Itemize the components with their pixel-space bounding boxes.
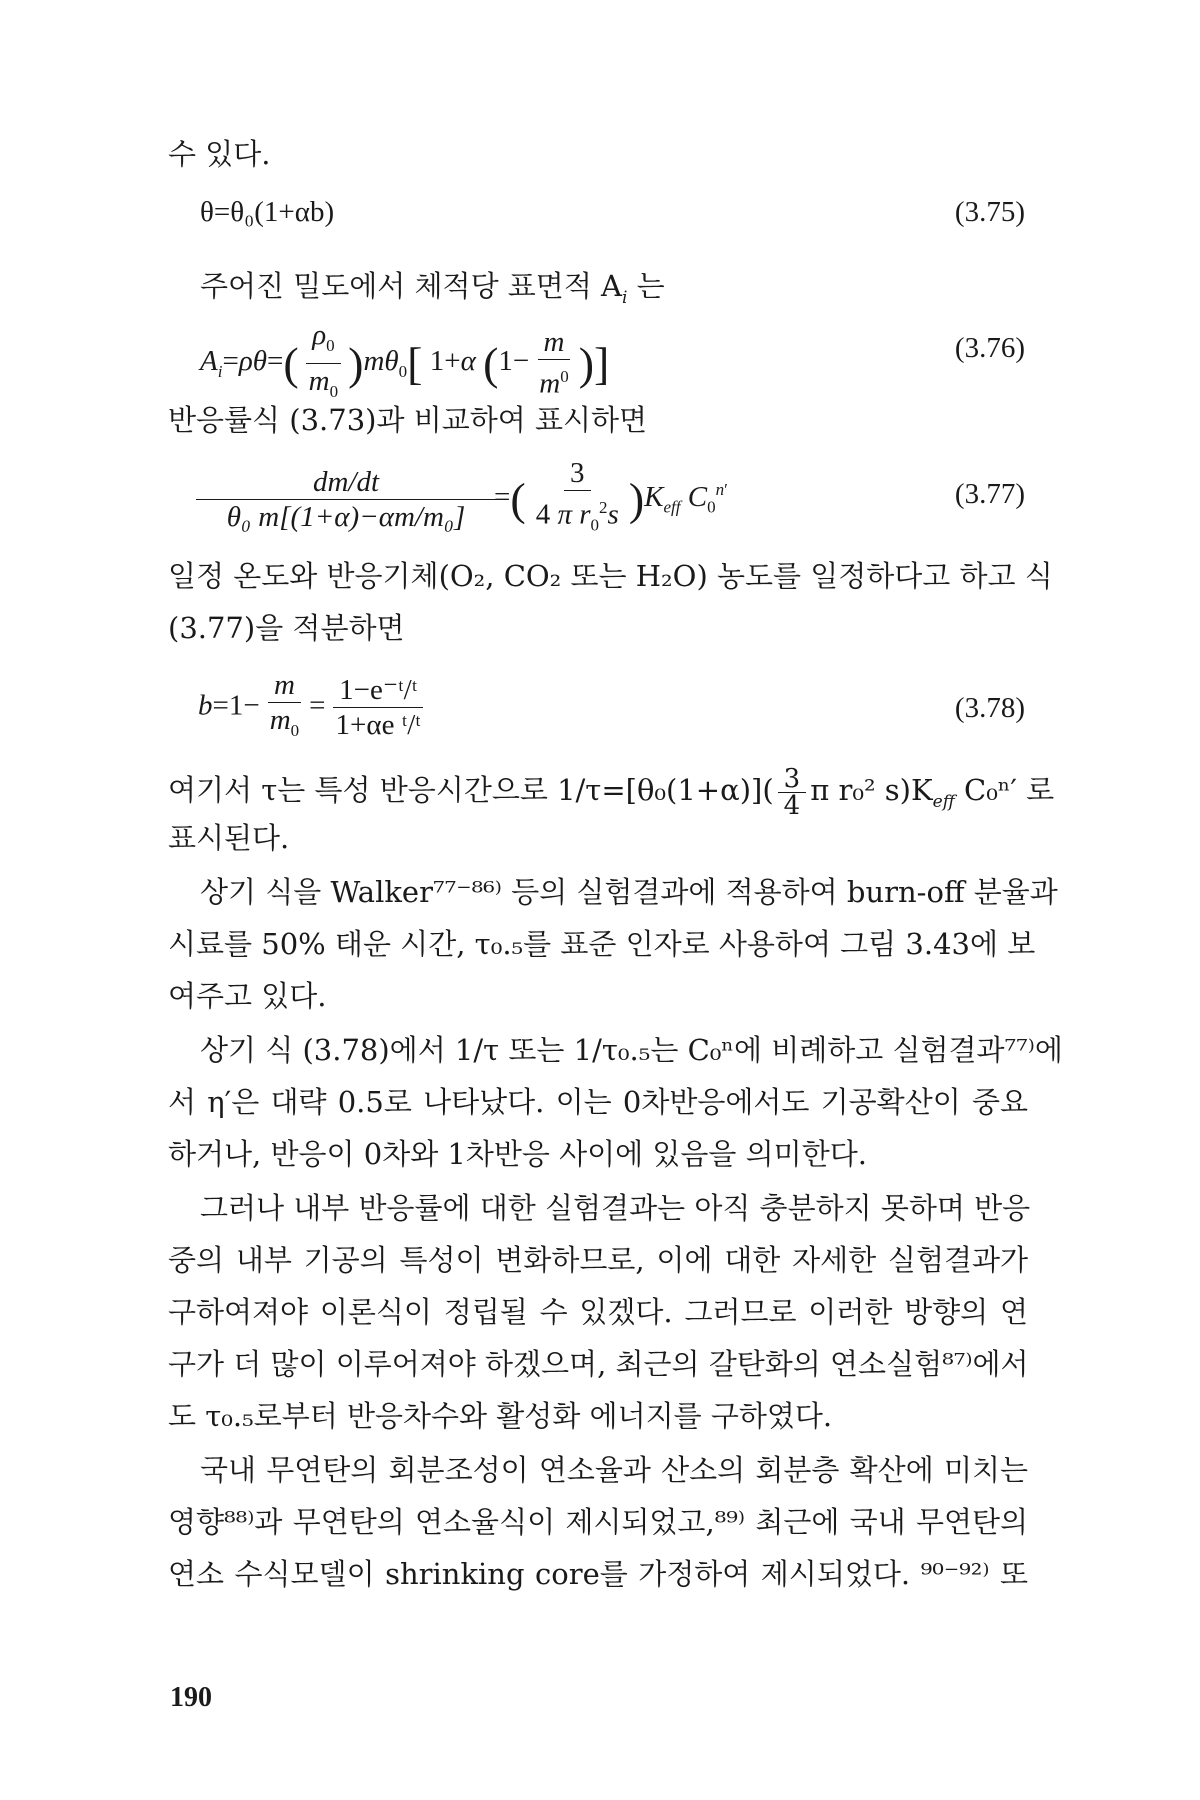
text-line: 서 η′은 대략 0.5로 나타났다. 이는 0차반응에서도 기공확산이 중요 [168,1085,1028,1119]
text-line: 여기서 τ는 특성 반응시간으로 1/τ=[θ₀(1+α)]( $\frac{3}{4}$ π r₀² $s)K_{eff}$ C₀ⁿ′ 로 [168,763,1055,821]
equation-3-76: $A_i=\rho\theta=$( $\frac{\rho_0}{m_0}$ )$m\theta_0$[ 1+α (1− $\frac{m}{m^0}$ )] [200,319,610,401]
text-line: 하거나, 반응이 0차와 1차반응 사이에 있음을 의미한다. [168,1137,867,1171]
text-line: 중의 내부 기공의 특성이 변화하므로, 이에 대한 자세한 실험결과가 [168,1243,1028,1277]
text-line: 수 있다. [168,137,271,171]
text-line: 상기 식 (3.78)에서 1/τ 또는 1/τ₀.₅는 C₀ⁿ에 비례하고 실험결과⁷⁷⁾에 [200,1033,1063,1067]
equation-3-77: $\frac{dm/dt}{\text{θ₀ m[(1+α)−αm/m₀]}}$ =( $\frac{3}{4 \pi r_0^2s}$ )$K_{eff}$ $C_0^{n'}$ [198,456,728,542]
equation-3-75: θ=θ₀(1+αb) [200,196,335,228]
page-number: 190 [170,1682,212,1713]
text-line: (3.77)을 적분하면 [168,611,405,645]
equation-number: (3.77) [954,478,1025,510]
equation-number: (3.75) [954,196,1025,228]
text-line: 여주고 있다. [168,979,327,1013]
text-line: 일정 온도와 반응기체(O₂, CO₂ 또는 H₂O) 농도를 일정하다고 하고 식 [168,559,1053,593]
text-line: 구하여져야 이론식이 정립될 수 있겠다. 그러므로 이러한 방향의 연 [168,1295,1028,1329]
text-line: 시료를 50% 태운 시간, τ₀.₅를 표준 인자로 사용하여 그림 3.43에 보 [168,927,1036,961]
text-line: 도 τ₀.₅로부터 반응차수와 활성화 에너지를 구하였다. [168,1399,833,1433]
text-line: 연소 수식모델이 shrinking core를 가정하여 제시되었다. ⁹⁰⁻⁹²⁾ 또 [168,1557,1028,1591]
text-line: 표시된다. [168,821,290,855]
equation-number: (3.76) [954,332,1025,364]
text-line: 국내 무연탄의 회분조성이 연소율과 산소의 회분층 확산에 미치는 [200,1453,1028,1487]
equation-number: (3.78) [954,692,1025,724]
equation-3-78: b=1− $\frac{m}{m_0}$ = $\frac{\text{1−e⁻ᵗ/ᵗ}}{\text{1+αe ᵗ/ᵗ}}$ [198,668,431,748]
text-line: 구가 더 많이 이루어져야 하겠으며, 최근의 갈탄화의 연소실험⁸⁷⁾에서 [168,1347,1029,1381]
text-line: 반응률식 (3.73)과 비교하여 표시하면 [168,403,648,437]
text-line: 상기 식을 Walker⁷⁷⁻⁸⁶⁾ 등의 실험결과에 적용하여 burn-off 분율과 [200,875,1058,909]
text-line: 주어진 밀도에서 체적당 표면적 $A_i$ 는 [200,269,665,308]
text-line: 영향⁸⁸⁾과 무연탄의 연소율식이 제시되었고,⁸⁹⁾ 최근에 국내 무연탄의 [168,1505,1028,1539]
text-line: 그러나 내부 반응률에 대한 실험결과는 아직 충분하지 못하며 반응 [200,1191,1031,1225]
